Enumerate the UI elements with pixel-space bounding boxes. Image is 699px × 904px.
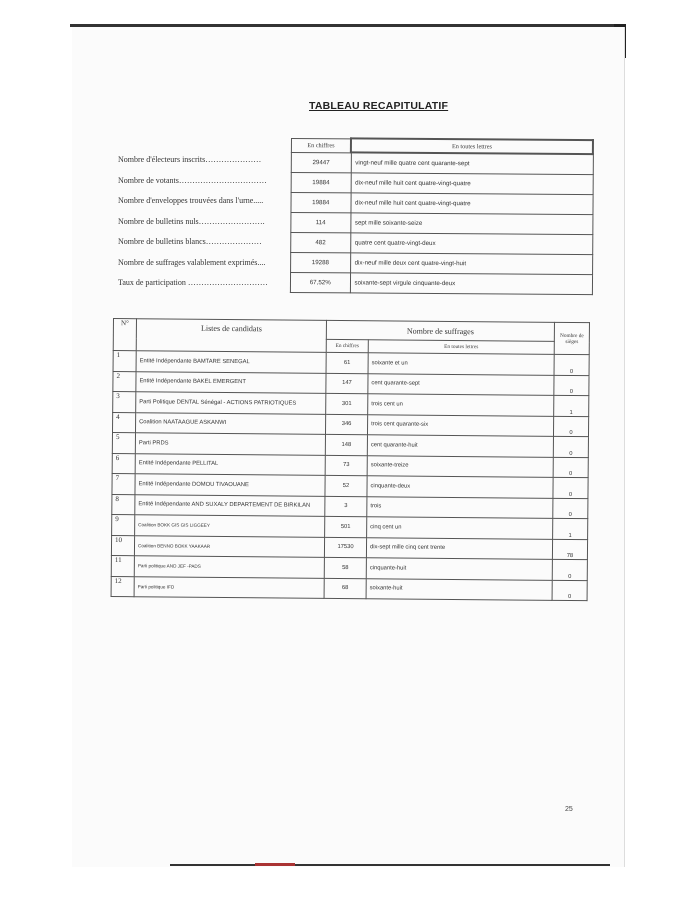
results-header-votes: Nombre de suffrages	[326, 320, 554, 341]
result-seats: 0	[553, 457, 588, 478]
result-seats: 0	[553, 416, 588, 437]
table-row	[291, 253, 593, 275]
summary-letters: dix-neuf mille deux cent quatre-vingt-huit	[350, 253, 592, 275]
result-no: 7	[112, 473, 135, 494]
summary-label: Nombre de votants……………………………	[118, 175, 267, 185]
result-list: Entité Indépendante BAMTARE SENEGAL	[136, 351, 326, 373]
result-letters: soixante et un	[368, 353, 554, 375]
summary-header-letters: En toutes lettres	[351, 138, 593, 154]
result-figures: 17530	[324, 537, 366, 558]
result-no: 1	[113, 351, 136, 372]
table-row	[291, 233, 593, 255]
table-row	[111, 576, 587, 601]
result-letters: cinquante-deux	[367, 476, 553, 498]
result-no: 12	[111, 576, 134, 597]
summary-figures: 482	[291, 233, 351, 253]
result-no: 4	[113, 412, 136, 433]
result-letters: cinquante-huit	[366, 558, 552, 580]
result-no: 2	[113, 371, 136, 392]
results-table	[111, 318, 590, 601]
summary-letters: sept mille soixante-seize	[350, 213, 592, 235]
result-letters: trois cent un	[368, 394, 554, 416]
summary-label: Nombre de bulletins nuls…………………….	[118, 216, 265, 226]
result-seats: 1	[553, 518, 588, 539]
result-seats: 78	[552, 539, 587, 560]
result-figures: 501	[325, 516, 367, 537]
result-seats: 0	[553, 498, 588, 519]
summary-letters: quatre cent quatre-vingt-deux	[350, 233, 592, 255]
result-seats: 0	[554, 354, 589, 375]
result-figures: 61	[326, 352, 368, 373]
result-figures: 148	[325, 434, 367, 455]
results-header-letters: En toutes lettres	[368, 340, 554, 355]
result-list: Entité Indépendante DOMOU TIVAOUANE	[135, 474, 325, 496]
result-figures: 52	[325, 475, 367, 496]
summary-letters: dix-neuf mille huit cent quatre-vingt-quatre	[350, 193, 592, 215]
result-list: Parti PRDS	[135, 433, 325, 455]
result-list: Entité Indépendante BAKEL EMERGENT	[136, 371, 326, 393]
summary-figures: 19884	[291, 173, 351, 193]
results-header-figures: En chiffres	[326, 339, 368, 352]
result-list: Entité Indépendante PELLITAL	[135, 453, 325, 475]
summary-figures: 19288	[291, 253, 351, 273]
result-list: Entité Indépendante AND SUXALY DEPARTEMENT DE BIRKILAN	[135, 494, 325, 516]
result-list: Coalition BOKK GIS GIS LIGGEEY	[135, 515, 325, 537]
result-letters: trois cent quarante-six	[367, 414, 553, 436]
results-header-seats: Nombre de sièges	[554, 322, 589, 354]
results-header-no: N°	[113, 319, 136, 351]
summary-figures: 67,52%	[290, 273, 350, 293]
table-row	[291, 152, 593, 175]
table-row	[291, 193, 593, 215]
result-seats: 1	[554, 395, 589, 416]
summary-header-figures: En chiffres	[291, 138, 351, 152]
summary-labels	[118, 150, 293, 294]
result-list: Coalition BENNO BOKK YAAKAAR	[134, 535, 324, 557]
result-no: 8	[112, 494, 135, 515]
result-letters: trois	[367, 496, 553, 518]
result-no: 3	[113, 392, 136, 413]
result-figures: 3	[325, 496, 367, 517]
result-letters: cent quarante-sept	[368, 373, 554, 395]
result-figures: 68	[324, 578, 366, 599]
result-no: 5	[112, 433, 135, 454]
results-header-lists: Listes de candidats	[136, 319, 326, 353]
result-no: 9	[112, 514, 135, 535]
result-list: Parti politique IFD	[134, 576, 324, 598]
scan-edge-bottom	[170, 864, 610, 866]
result-letters: soixante-huit	[366, 578, 552, 600]
summary-label: Nombre d'enveloppes trouvées dans l'urne.....	[118, 196, 264, 205]
result-no: 10	[111, 535, 134, 556]
summary-label: Taux de participation …………………………	[118, 278, 268, 287]
page-number: 25	[565, 806, 573, 813]
result-list: Coalition NAATAAGUE ASKANWI	[135, 412, 325, 434]
result-figures: 147	[326, 373, 368, 394]
result-letters: cinq cent un	[367, 517, 553, 539]
result-seats: 0	[553, 436, 588, 457]
summary-letters: soixante-sept virgule cinquante-deux	[350, 273, 592, 295]
table-row	[290, 273, 592, 295]
summary-letters: vingt-neuf mille quatre cent quarante-sept	[351, 152, 593, 174]
result-list: Parti politique AND JEF -PADS	[134, 556, 324, 578]
summary-figures: 19884	[291, 193, 351, 213]
summary-label: Nombre de suffrages valablement exprimés....	[118, 257, 266, 267]
summary-table	[290, 137, 594, 295]
result-list: Parti Politique DENTAL Sénégal - ACTIONS PATRIOTIQUES	[136, 392, 326, 414]
result-no: 11	[111, 555, 134, 576]
table-row	[291, 213, 593, 235]
summary-letters: dix-neuf mille huit cent quatre-vingt-quatre	[351, 173, 593, 195]
result-figures: 346	[325, 414, 367, 435]
summary-figures: 29447	[291, 152, 351, 173]
result-letters: dix-sept mille cinq cent trente	[366, 537, 552, 559]
result-seats: 0	[553, 477, 588, 498]
result-figures: 58	[324, 557, 366, 578]
summary-label: Nombre d'électeurs inscrits…………………	[118, 155, 262, 164]
result-figures: 73	[325, 455, 367, 476]
scan-edge-mark	[255, 863, 295, 866]
page-title: TABLEAU RECAPITULATIF	[309, 100, 449, 112]
result-seats: 0	[552, 559, 587, 580]
table-row	[291, 173, 593, 195]
result-letters: cent quarante-huit	[367, 435, 553, 457]
summary-label: Nombre de bulletins blancs…………………	[118, 237, 262, 246]
result-figures: 301	[326, 393, 368, 414]
result-no: 6	[112, 453, 135, 474]
result-seats: 0	[554, 375, 589, 396]
result-seats: 0	[552, 580, 587, 601]
summary-figures: 114	[291, 213, 351, 233]
result-letters: soixante-treize	[367, 455, 553, 477]
